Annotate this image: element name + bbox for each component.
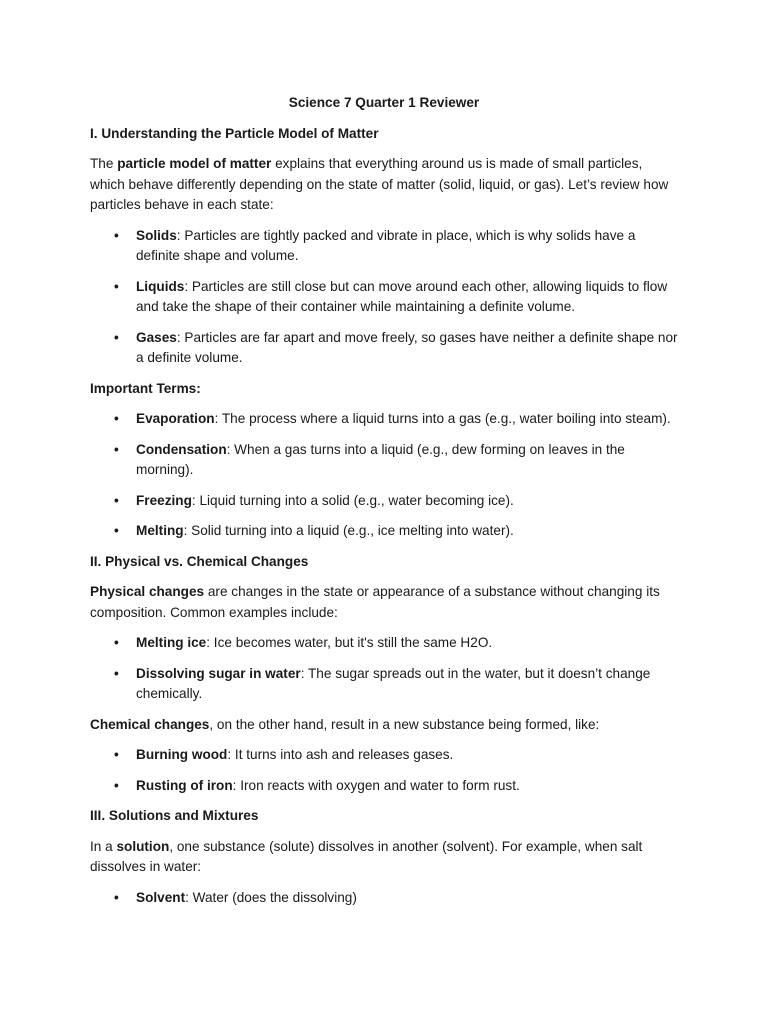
list-item-text: : Water (does the dissolving) — [185, 889, 357, 905]
list-item-melting-ice — [90, 633, 678, 654]
list-item-text: : Particles are tightly packed and vibrate in place, which is why solids have a definite shape and volume. — [136, 227, 636, 263]
physical-changes-text: are changes in the state or appearance of a substance without changing its composition. Common examples include: — [90, 584, 660, 620]
bullet-icon: • — [114, 523, 119, 538]
list-item-melting — [90, 521, 678, 542]
bullet-icon: • — [114, 227, 119, 243]
list-item-term: Melting ice — [136, 635, 207, 650]
list-item-gases — [90, 328, 678, 369]
physical-changes-paragraph — [90, 582, 678, 623]
list-item-term: Solids — [136, 227, 177, 243]
list-item-solvent — [90, 888, 678, 909]
list-item-text: : The sugar spreads out in the water, but it doesn’t change chemically. — [136, 665, 651, 701]
list-item-text: : Solid turning into a liquid (e.g., ice melting into water). — [183, 523, 514, 538]
list-item-term: Gases — [136, 329, 177, 345]
list-item-text: : Particles are far apart and move freely, so gases have neither a definite shape nor a definite volume. — [136, 329, 678, 365]
list-item-freezing — [90, 491, 678, 512]
solutions-list — [90, 888, 678, 909]
list-item-text: : Ice becomes water, but it's still the same H2O. — [206, 635, 493, 650]
states-of-matter-list — [90, 226, 678, 369]
bullet-icon: • — [114, 278, 119, 294]
list-item-text: : Particles are still close but can move around each other, allowing liquids to flow and take the shape of their container while maintaining a definite volume. — [136, 278, 668, 314]
list-item-term: Solvent — [136, 889, 186, 905]
bullet-icon: • — [114, 889, 119, 905]
list-item-term: Melting — [136, 523, 184, 538]
solutions-intro-paragraph — [90, 837, 678, 878]
bullet-icon: • — [114, 411, 119, 426]
solutions-post-text: , one substance (solute) dissolves in another (solvent). For example, when salt dissolves in water: — [90, 838, 643, 874]
list-item-evaporation — [90, 409, 678, 430]
important-terms-heading: Important Terms: — [90, 380, 201, 396]
bullet-icon: • — [114, 665, 119, 681]
list-item-text: : It turns into ash and releases gases. — [227, 747, 454, 762]
list-item-term: Evaporation — [136, 411, 215, 426]
intro-bold-term: particle model of matter — [117, 156, 272, 171]
chemical-changes-text: , on the other hand, result in a new substance being formed, like: — [209, 716, 600, 732]
list-item-solids — [90, 226, 678, 267]
list-item-text: : Liquid turning into a solid (e.g., water becoming ice). — [191, 492, 514, 508]
solutions-bold-term: solution — [116, 838, 170, 854]
important-terms-list — [90, 409, 678, 542]
bullet-icon: • — [114, 635, 119, 650]
list-item-text: : When a gas turns into a liquid (e.g., dew forming on leaves in the morning). — [136, 441, 625, 477]
section-1-intro-paragraph — [90, 154, 678, 216]
intro-pre-text: The — [90, 156, 118, 171]
list-item-dissolving-sugar — [90, 664, 678, 705]
list-item-term: Dissolving sugar in water — [136, 665, 301, 681]
bullet-icon: • — [114, 492, 119, 508]
section-3-heading: III. Solutions and Mixtures — [90, 808, 259, 823]
physical-examples-list — [90, 633, 678, 705]
list-item-liquids — [90, 277, 678, 318]
physical-changes-term: Physical changes — [90, 584, 205, 599]
solutions-pre-text: In a — [90, 838, 117, 854]
list-item-burning-wood — [90, 745, 678, 766]
bullet-icon: • — [114, 747, 119, 762]
list-item-rusting-iron — [90, 776, 678, 797]
bullet-icon: • — [114, 777, 119, 793]
list-item-term: Liquids — [136, 278, 185, 294]
chemical-changes-term: Chemical changes — [90, 716, 210, 732]
chemical-examples-list — [90, 745, 678, 796]
chemical-changes-paragraph — [90, 715, 678, 736]
list-item-text: : The process where a liquid turns into a gas (e.g., water boiling into steam). — [214, 411, 671, 426]
intro-post-text: explains that everything around us is made of small particles, which behave differently depending on the state of matter (solid, liquid, or gas). Let’s review how particles behave in each state: — [90, 156, 669, 212]
list-item-term: Rusting of iron — [136, 777, 233, 793]
section-2-heading: II. Physical vs. Chemical Changes — [90, 553, 309, 569]
list-item-term: Burning wood — [136, 747, 228, 762]
list-item-term: Freezing — [136, 492, 192, 508]
list-item-condensation — [90, 440, 678, 481]
section-1-heading: I. Understanding the Particle Model of Matter — [90, 125, 379, 141]
list-item-text: : Iron reacts with oxygen and water to form rust. — [232, 777, 520, 793]
list-item-term: Condensation — [136, 441, 227, 457]
bullet-icon: • — [114, 329, 119, 345]
bullet-icon: • — [114, 441, 119, 457]
document-title: Science 7 Quarter 1 Reviewer — [288, 95, 480, 110]
